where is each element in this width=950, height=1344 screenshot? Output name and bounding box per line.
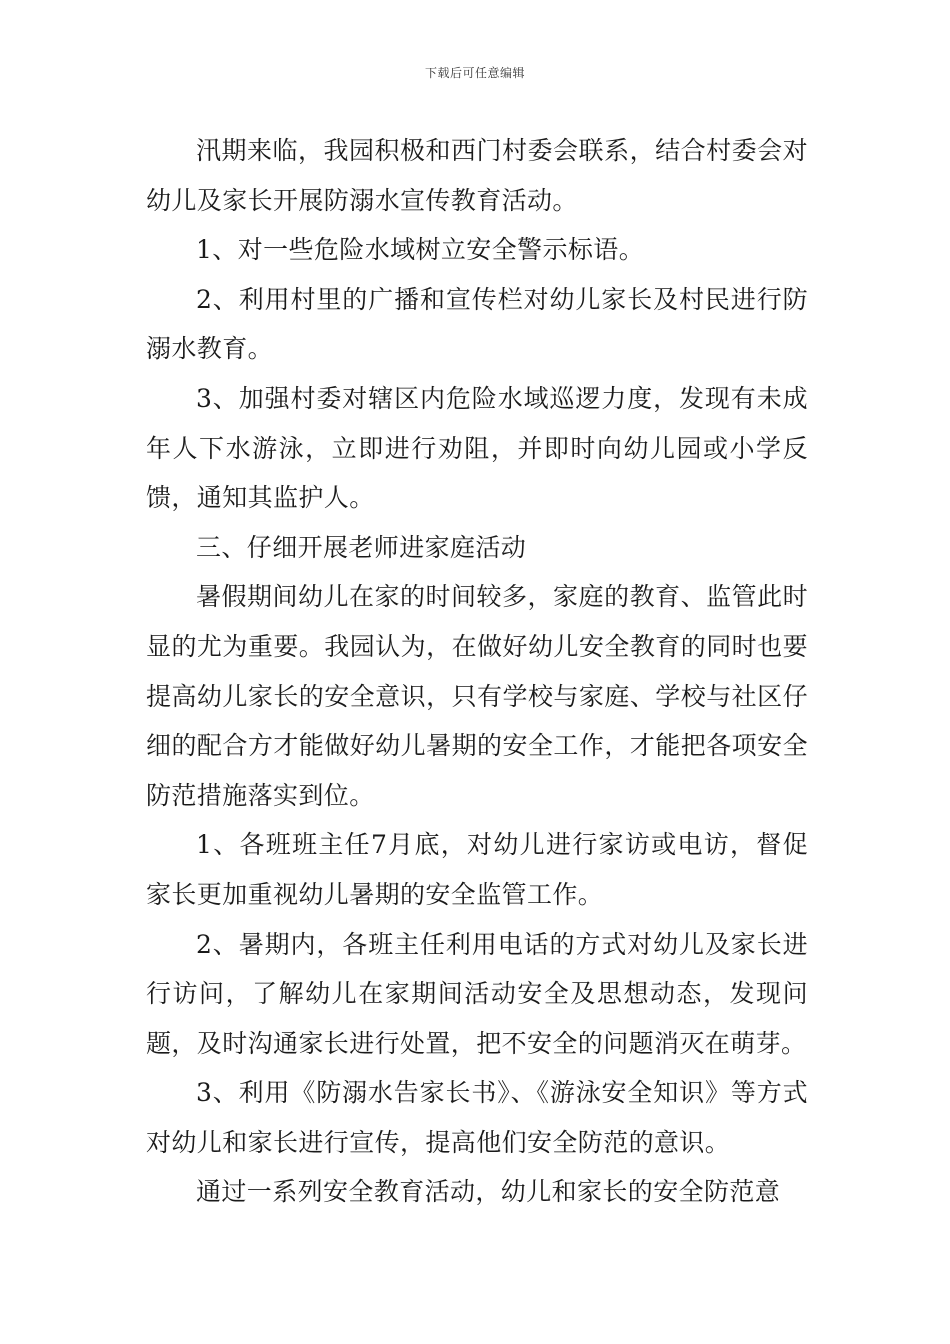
document-body bbox=[146, 126, 808, 1217]
page-header: 下载后可任意编辑 bbox=[424, 66, 525, 80]
paragraph-warning-signs: 1、对一些危险水域树立安全警示标语。 bbox=[196, 235, 645, 265]
paragraph-summer-vacation: 暑假期间幼儿在家的时间较多，家庭的教育、监管此时显的尤为重要。我园认为，在做好幼儿安全教育的同时也要提高幼儿家长的安全意识，只有学校与家庭、学校与社区仔细的配合方才能做好幼儿暑期的安全工作，才能把各项安全防范措施落实到位。 bbox=[146, 582, 808, 810]
section-heading-home-visits: 三、仔细开展老师进家庭活动 bbox=[196, 532, 527, 562]
paragraph-broadcast: 2、利用村里的广播和宣传栏对幼儿家长及村民进行防溺水教育。 bbox=[146, 284, 808, 364]
paragraph-publicity: 3、利用《防溺水告家长书》、《游泳安全知识》等方式对幼儿和家长进行宣传，提高他们安全防范的意识。 bbox=[146, 1078, 808, 1157]
paragraph-patrol: 3、加强村委对辖区内危险水域巡逻力度，发现有未成年人下水游泳，立即进行劝阻，并即时向幼儿园或小学反馈，通知其监护人。 bbox=[146, 383, 808, 513]
paragraph-july-visits: 1、各班班主任7月底，对幼儿进行家访或电访，督促家长更加重视幼儿暑期的安全监管工作。 bbox=[146, 830, 808, 909]
paragraph-conclusion: 通过一系列安全教育活动，幼儿和家长的安全防范意 bbox=[196, 1177, 781, 1207]
paragraph-flood-season: 汛期来临，我园积极和西门村委会联系，结合村委会对幼儿及家长开展防溺水宣传教育活动。 bbox=[146, 136, 808, 215]
paragraph-phone-visits: 2、暑期内，各班主任利用电话的方式对幼儿及家长进行访问，了解幼儿在家期间活动安全及思想动态，发现问题，及时沟通家长进行处置，把不安全的问题消灭在萌芽。 bbox=[146, 929, 808, 1058]
